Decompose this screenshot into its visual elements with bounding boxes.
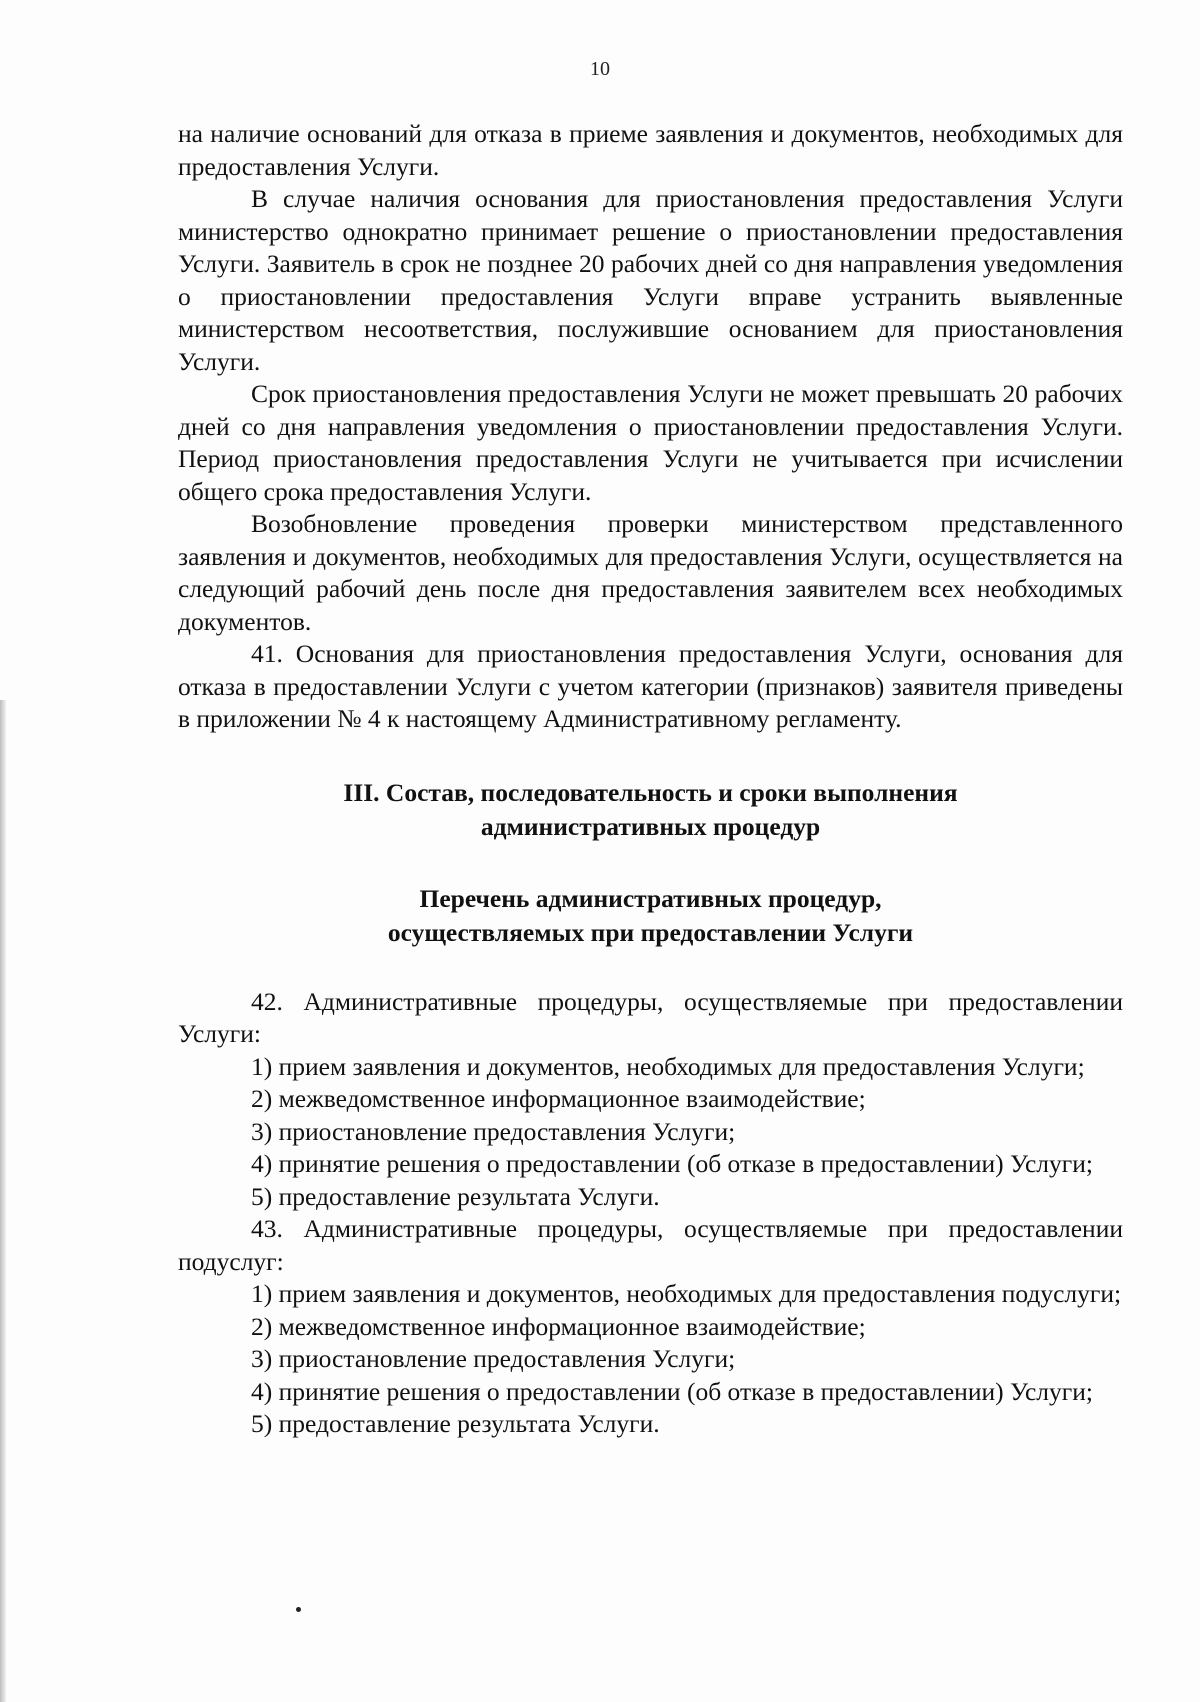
document-body bbox=[178, 118, 1123, 1441]
paragraph-continuation: на наличие оснований для отказа в приеме заявления и документов, необходимых для предоставления Услуги. bbox=[178, 119, 1123, 181]
clause-43-item: 1) прием заявления и документов, необходимых для предоставления подуслуги; bbox=[251, 1279, 1122, 1308]
clause-42-item: 4) принятие решения о предоставлении (об отказе в предоставлении) Услуги; bbox=[251, 1149, 1093, 1178]
stray-dot-mark bbox=[296, 1607, 301, 1612]
clause-42-item: 3) приостановление предоставления Услуги; bbox=[251, 1116, 736, 1146]
clause-42-item: 1) прием заявления и документов, необходимых для предоставления Услуги; bbox=[251, 1051, 1085, 1081]
clause-42-item: 5) предоставление результата Услуги. bbox=[251, 1181, 660, 1211]
paragraph-suspension-term: Срок приостановления предоставления Услуги не может превышать 20 рабочих дней со дня направления уведомления о приостановлении предоставления Услуги. Период приостановления предоставления Услуги не учитывается при исчислении общего срока предоставления Услуги. bbox=[178, 379, 1123, 506]
clause-42-item: 2) межведомственное информационное взаимодействие; bbox=[251, 1084, 866, 1113]
scan-edge-shadow bbox=[0, 700, 6, 1702]
paragraph-clause-41: 41. Основания для приостановления предоставления Услуги, основания для отказа в предоставлении Услуги с учетом категории (признаков) заявителя приведены в приложении № 4 к настоящему Административному регламенту. bbox=[178, 639, 1123, 733]
paragraph-resumption: Возобновление проведения проверки министерством представленного заявления и документов, необходимых для предоставления Услуги, осуществляется на следующий рабочий день после дня предоставления заявителем всех необходимых документов. bbox=[178, 509, 1123, 636]
section-heading bbox=[178, 776, 1123, 844]
section-heading-line2: административных процедур bbox=[480, 811, 821, 841]
page-number: 10 bbox=[590, 58, 610, 80]
section-heading-line1: III. Состав, последовательность и сроки выполнения bbox=[343, 777, 958, 807]
clause-43-item: 3) приостановление предоставления Услуги; bbox=[251, 1344, 736, 1373]
clause-43-intro: 43. Административные процедуры, осуществляемые при предоставлении подуслуг: bbox=[178, 1214, 1123, 1276]
clause-43-item: 2) межведомственное информационное взаимодействие; bbox=[251, 1311, 866, 1341]
subsection-heading bbox=[178, 882, 1123, 950]
subsection-heading-line1: Перечень административных процедур, bbox=[419, 883, 882, 913]
clause-43-item: 4) принятие решения о предоставлении (об отказе в предоставлении) Услуги; bbox=[251, 1376, 1093, 1406]
paragraph-suspension-decision: В случае наличия основания для приостановления предоставления Услуги министерство однократно принимает решение о приостановлении предоставления Услуги. Заявитель в срок не позднее 20 рабочих дней со дня направления уведомления о приостановлении предоставления Услуги вправе устранить выявленные министерством несоответствия, послужившие основанием для приостановления Услуги. bbox=[178, 184, 1123, 376]
subsection-heading-line2: осуществляемых при предоставлении Услуги bbox=[387, 917, 914, 947]
clause-42-intro: 42. Административные процедуры, осуществляемые при предоставлении Услуги: bbox=[178, 986, 1123, 1048]
clause-43-item: 5) предоставление результата Услуги. bbox=[251, 1409, 660, 1438]
